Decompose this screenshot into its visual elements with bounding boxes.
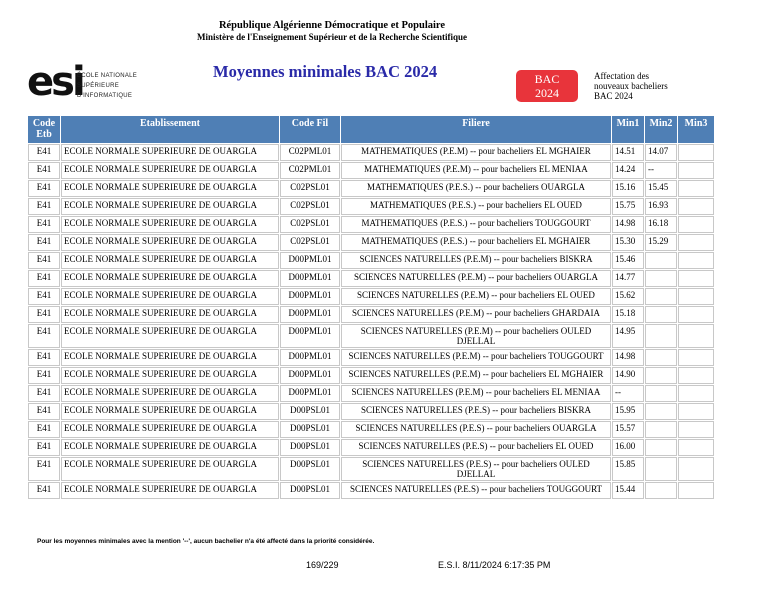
cell-min3 — [678, 162, 714, 179]
cell-filiere: SCIENCES NATURELLES (P.E.S) -- pour bacheliers EL OUED — [341, 439, 611, 456]
cell-code-fil: D00PML01 — [280, 252, 340, 269]
col-header-etablissement: Etablissement — [61, 116, 279, 143]
col-header-min1: Min1 — [612, 116, 644, 143]
col-header-min2: Min2 — [645, 116, 677, 143]
cell-min2 — [645, 457, 677, 481]
cell-min3 — [678, 198, 714, 215]
cell-etablissement: ECOLE NORMALE SUPERIEURE DE OUARGLA — [61, 439, 279, 456]
cell-code-etb: E41 — [28, 180, 60, 197]
cell-min2 — [645, 270, 677, 287]
cell-min3 — [678, 482, 714, 499]
cell-min2: 15.29 — [645, 234, 677, 251]
cell-min2 — [645, 421, 677, 438]
cell-code-etb: E41 — [28, 403, 60, 420]
cell-min2 — [645, 349, 677, 366]
cell-min2 — [645, 403, 677, 420]
cell-code-etb: E41 — [28, 482, 60, 499]
cell-code-fil: D00PSL01 — [280, 482, 340, 499]
table-row — [28, 403, 714, 420]
cell-code-etb: E41 — [28, 198, 60, 215]
cell-etablissement: ECOLE NORMALE SUPERIEURE DE OUARGLA — [61, 457, 279, 481]
cell-etablissement: ECOLE NORMALE SUPERIEURE DE OUARGLA — [61, 252, 279, 269]
cell-min2 — [645, 324, 677, 348]
cell-min3 — [678, 403, 714, 420]
table-row — [28, 180, 714, 197]
cell-min3 — [678, 457, 714, 481]
cell-etablissement: ECOLE NORMALE SUPERIEURE DE OUARGLA — [61, 180, 279, 197]
cell-min1: 15.46 — [612, 252, 644, 269]
cell-min2: 14.07 — [645, 144, 677, 161]
cell-min3 — [678, 306, 714, 323]
cell-code-fil: D00PSL01 — [280, 439, 340, 456]
cell-min2 — [645, 306, 677, 323]
cell-min1: 16.00 — [612, 439, 644, 456]
header-line-2: Ministère de l'Enseignement Supérieur et de la Recherche Scientifique — [197, 32, 467, 42]
cell-min2: 15.45 — [645, 180, 677, 197]
cell-min1: 15.57 — [612, 421, 644, 438]
affectation-line-3: BAC 2024 — [594, 91, 633, 101]
cell-etablissement: ECOLE NORMALE SUPERIEURE DE OUARGLA — [61, 482, 279, 499]
table-row — [28, 234, 714, 251]
logo-text-line-2: SUPÉRIEURE — [77, 83, 120, 89]
cell-etablissement: ECOLE NORMALE SUPERIEURE DE OUARGLA — [61, 234, 279, 251]
affectation-line-2: nouveaux bacheliers — [594, 81, 668, 91]
cell-code-etb: E41 — [28, 162, 60, 179]
table-row — [28, 252, 714, 269]
table-row — [28, 198, 714, 215]
cell-code-etb: E41 — [28, 216, 60, 233]
cell-min2: -- — [645, 162, 677, 179]
cell-filiere: SCIENCES NATURELLES (P.E.S) -- pour bacheliers OUARGLA — [341, 421, 611, 438]
table-row — [28, 349, 714, 366]
cell-min2: 16.18 — [645, 216, 677, 233]
affectation-line-1: Affectation des — [594, 71, 650, 81]
cell-min1: 14.51 — [612, 144, 644, 161]
print-timestamp: E.S.I. 8/11/2024 6:17:35 PM — [438, 560, 551, 570]
cell-code-fil: D00PML01 — [280, 385, 340, 402]
cell-min1: 14.98 — [612, 349, 644, 366]
cell-min1: 14.24 — [612, 162, 644, 179]
cell-filiere: SCIENCES NATURELLES (P.E.M) -- pour bacheliers EL OUED — [341, 288, 611, 305]
cell-filiere: SCIENCES NATURELLES (P.E.M) -- pour bacheliers OULED DJELLAL — [341, 324, 611, 348]
table-row — [28, 421, 714, 438]
cell-filiere: SCIENCES NATURELLES (P.E.M) -- pour bacheliers EL MENIAA — [341, 385, 611, 402]
cell-min3 — [678, 270, 714, 287]
cell-etablissement: ECOLE NORMALE SUPERIEURE DE OUARGLA — [61, 403, 279, 420]
page-title: Moyennes minimales BAC 2024 — [213, 62, 438, 81]
cell-code-fil: C02PML01 — [280, 162, 340, 179]
cell-etablissement: ECOLE NORMALE SUPERIEURE DE OUARGLA — [61, 324, 279, 348]
page-number: 169/229 — [306, 560, 339, 570]
col-header-filiere: Filiere — [341, 116, 611, 143]
cell-etablissement: ECOLE NORMALE SUPERIEURE DE OUARGLA — [61, 288, 279, 305]
cell-min1: 14.95 — [612, 324, 644, 348]
badge-line-1: BAC — [534, 72, 560, 86]
cell-code-etb: E41 — [28, 306, 60, 323]
cell-min3 — [678, 385, 714, 402]
cell-etablissement: ECOLE NORMALE SUPERIEURE DE OUARGLA — [61, 216, 279, 233]
cell-etablissement: ECOLE NORMALE SUPERIEURE DE OUARGLA — [61, 162, 279, 179]
cell-code-fil: D00PSL01 — [280, 421, 340, 438]
esi-logo — [27, 59, 157, 105]
cell-filiere: SCIENCES NATURELLES (P.E.S) -- pour bacheliers OULED DJELLAL — [341, 457, 611, 481]
cell-filiere: MATHEMATIQUES (P.E.M) -- pour bacheliers EL MENIAA — [341, 162, 611, 179]
table-row — [28, 144, 714, 161]
table-header-row — [28, 116, 714, 143]
cell-min2 — [645, 252, 677, 269]
results-table — [27, 115, 715, 500]
cell-min3 — [678, 216, 714, 233]
cell-filiere: SCIENCES NATURELLES (P.E.M) -- pour bacheliers BISKRA — [341, 252, 611, 269]
cell-min1: 15.62 — [612, 288, 644, 305]
col-header-min3: Min3 — [678, 116, 714, 143]
cell-code-fil: D00PML01 — [280, 349, 340, 366]
cell-filiere: MATHEMATIQUES (P.E.S.) -- pour bacheliers OUARGLA — [341, 180, 611, 197]
cell-filiere: MATHEMATIQUES (P.E.M) -- pour bacheliers EL MGHAIER — [341, 144, 611, 161]
cell-code-fil: D00PML01 — [280, 367, 340, 384]
cell-code-etb: E41 — [28, 234, 60, 251]
cell-code-etb: E41 — [28, 270, 60, 287]
table-body — [28, 144, 714, 499]
cell-code-fil: D00PML01 — [280, 306, 340, 323]
cell-min1: 15.18 — [612, 306, 644, 323]
table-row — [28, 162, 714, 179]
cell-min3 — [678, 252, 714, 269]
cell-code-fil: D00PML01 — [280, 288, 340, 305]
cell-min2 — [645, 385, 677, 402]
logo-mark: esi — [27, 59, 83, 105]
cell-min1: 14.98 — [612, 216, 644, 233]
cell-code-fil: C02PSL01 — [280, 216, 340, 233]
footnote: Pour les moyennes minimales avec la mention '--', aucun bachelier n'a été affecté dans la priorité considérée. — [37, 538, 375, 545]
cell-code-fil: D00PSL01 — [280, 457, 340, 481]
cell-code-etb: E41 — [28, 367, 60, 384]
table-row — [28, 367, 714, 384]
cell-min3 — [678, 144, 714, 161]
col-header-code-fil: Code Fil — [280, 116, 340, 143]
affectation-label — [594, 71, 668, 101]
cell-min3 — [678, 324, 714, 348]
table-row — [28, 288, 714, 305]
cell-etablissement: ECOLE NORMALE SUPERIEURE DE OUARGLA — [61, 198, 279, 215]
cell-min2 — [645, 367, 677, 384]
cell-code-etb: E41 — [28, 252, 60, 269]
cell-min1: 14.77 — [612, 270, 644, 287]
cell-code-fil: D00PML01 — [280, 324, 340, 348]
cell-etablissement: ECOLE NORMALE SUPERIEURE DE OUARGLA — [61, 349, 279, 366]
cell-min3 — [678, 288, 714, 305]
cell-code-etb: E41 — [28, 457, 60, 481]
cell-code-etb: E41 — [28, 439, 60, 456]
table-row — [28, 324, 714, 348]
cell-etablissement: ECOLE NORMALE SUPERIEURE DE OUARGLA — [61, 306, 279, 323]
cell-filiere: SCIENCES NATURELLES (P.E.S) -- pour bacheliers TOUGGOURT — [341, 482, 611, 499]
cell-min3 — [678, 439, 714, 456]
bac-2024-badge — [516, 70, 578, 102]
cell-min1: 15.75 — [612, 198, 644, 215]
cell-filiere: SCIENCES NATURELLES (P.E.M) -- pour bacheliers OUARGLA — [341, 270, 611, 287]
cell-filiere: SCIENCES NATURELLES (P.E.M) -- pour bacheliers GHARDAIA — [341, 306, 611, 323]
cell-filiere: SCIENCES NATURELLES (P.E.S) -- pour bacheliers BISKRA — [341, 403, 611, 420]
cell-etablissement: ECOLE NORMALE SUPERIEURE DE OUARGLA — [61, 144, 279, 161]
col-header-code-etb: Code Etb — [28, 116, 60, 143]
cell-min2: 16.93 — [645, 198, 677, 215]
cell-etablissement: ECOLE NORMALE SUPERIEURE DE OUARGLA — [61, 421, 279, 438]
cell-code-fil: C02PSL01 — [280, 180, 340, 197]
cell-min3 — [678, 421, 714, 438]
cell-etablissement: ECOLE NORMALE SUPERIEURE DE OUARGLA — [61, 270, 279, 287]
table-row — [28, 270, 714, 287]
cell-min1: -- — [612, 385, 644, 402]
cell-min2 — [645, 288, 677, 305]
cell-etablissement: ECOLE NORMALE SUPERIEURE DE OUARGLA — [61, 385, 279, 402]
table-row — [28, 385, 714, 402]
table-row — [28, 439, 714, 456]
cell-code-etb: E41 — [28, 349, 60, 366]
cell-min3 — [678, 349, 714, 366]
cell-filiere: MATHEMATIQUES (P.E.S.) -- pour bacheliers EL OUED — [341, 198, 611, 215]
cell-min3 — [678, 180, 714, 197]
logo-text — [77, 71, 137, 101]
cell-min3 — [678, 367, 714, 384]
cell-code-etb: E41 — [28, 144, 60, 161]
cell-code-etb: E41 — [28, 288, 60, 305]
cell-min1: 14.90 — [612, 367, 644, 384]
cell-filiere: SCIENCES NATURELLES (P.E.M) -- pour bacheliers TOUGGOURT — [341, 349, 611, 366]
logo-text-line-3: D'INFORMATIQUE — [77, 93, 133, 99]
cell-code-fil: C02PSL01 — [280, 234, 340, 251]
table-row — [28, 482, 714, 499]
cell-etablissement: ECOLE NORMALE SUPERIEURE DE OUARGLA — [61, 367, 279, 384]
cell-filiere: MATHEMATIQUES (P.E.S.) -- pour bacheliers TOUGGOURT — [341, 216, 611, 233]
cell-filiere: MATHEMATIQUES (P.E.S.) -- pour bacheliers EL MGHAIER — [341, 234, 611, 251]
cell-code-fil: D00PML01 — [280, 270, 340, 287]
cell-min1: 15.85 — [612, 457, 644, 481]
logo-text-line-1: ÉCOLE NATIONALE — [77, 73, 138, 79]
cell-min1: 15.16 — [612, 180, 644, 197]
cell-min2 — [645, 482, 677, 499]
cell-code-etb: E41 — [28, 324, 60, 348]
cell-code-fil: C02PSL01 — [280, 198, 340, 215]
cell-filiere: SCIENCES NATURELLES (P.E.M) -- pour bacheliers EL MGHAIER — [341, 367, 611, 384]
cell-code-fil: C02PML01 — [280, 144, 340, 161]
header-line-1: République Algérienne Démocratique et Populaire — [218, 20, 446, 31]
cell-min1: 15.95 — [612, 403, 644, 420]
cell-code-etb: E41 — [28, 385, 60, 402]
cell-min3 — [678, 234, 714, 251]
cell-min1: 15.44 — [612, 482, 644, 499]
table-row — [28, 457, 714, 481]
table-row — [28, 216, 714, 233]
cell-code-etb: E41 — [28, 421, 60, 438]
badge-line-2: 2024 — [535, 86, 559, 100]
cell-min2 — [645, 439, 677, 456]
cell-code-fil: D00PSL01 — [280, 403, 340, 420]
cell-min1: 15.30 — [612, 234, 644, 251]
table-row — [28, 306, 714, 323]
